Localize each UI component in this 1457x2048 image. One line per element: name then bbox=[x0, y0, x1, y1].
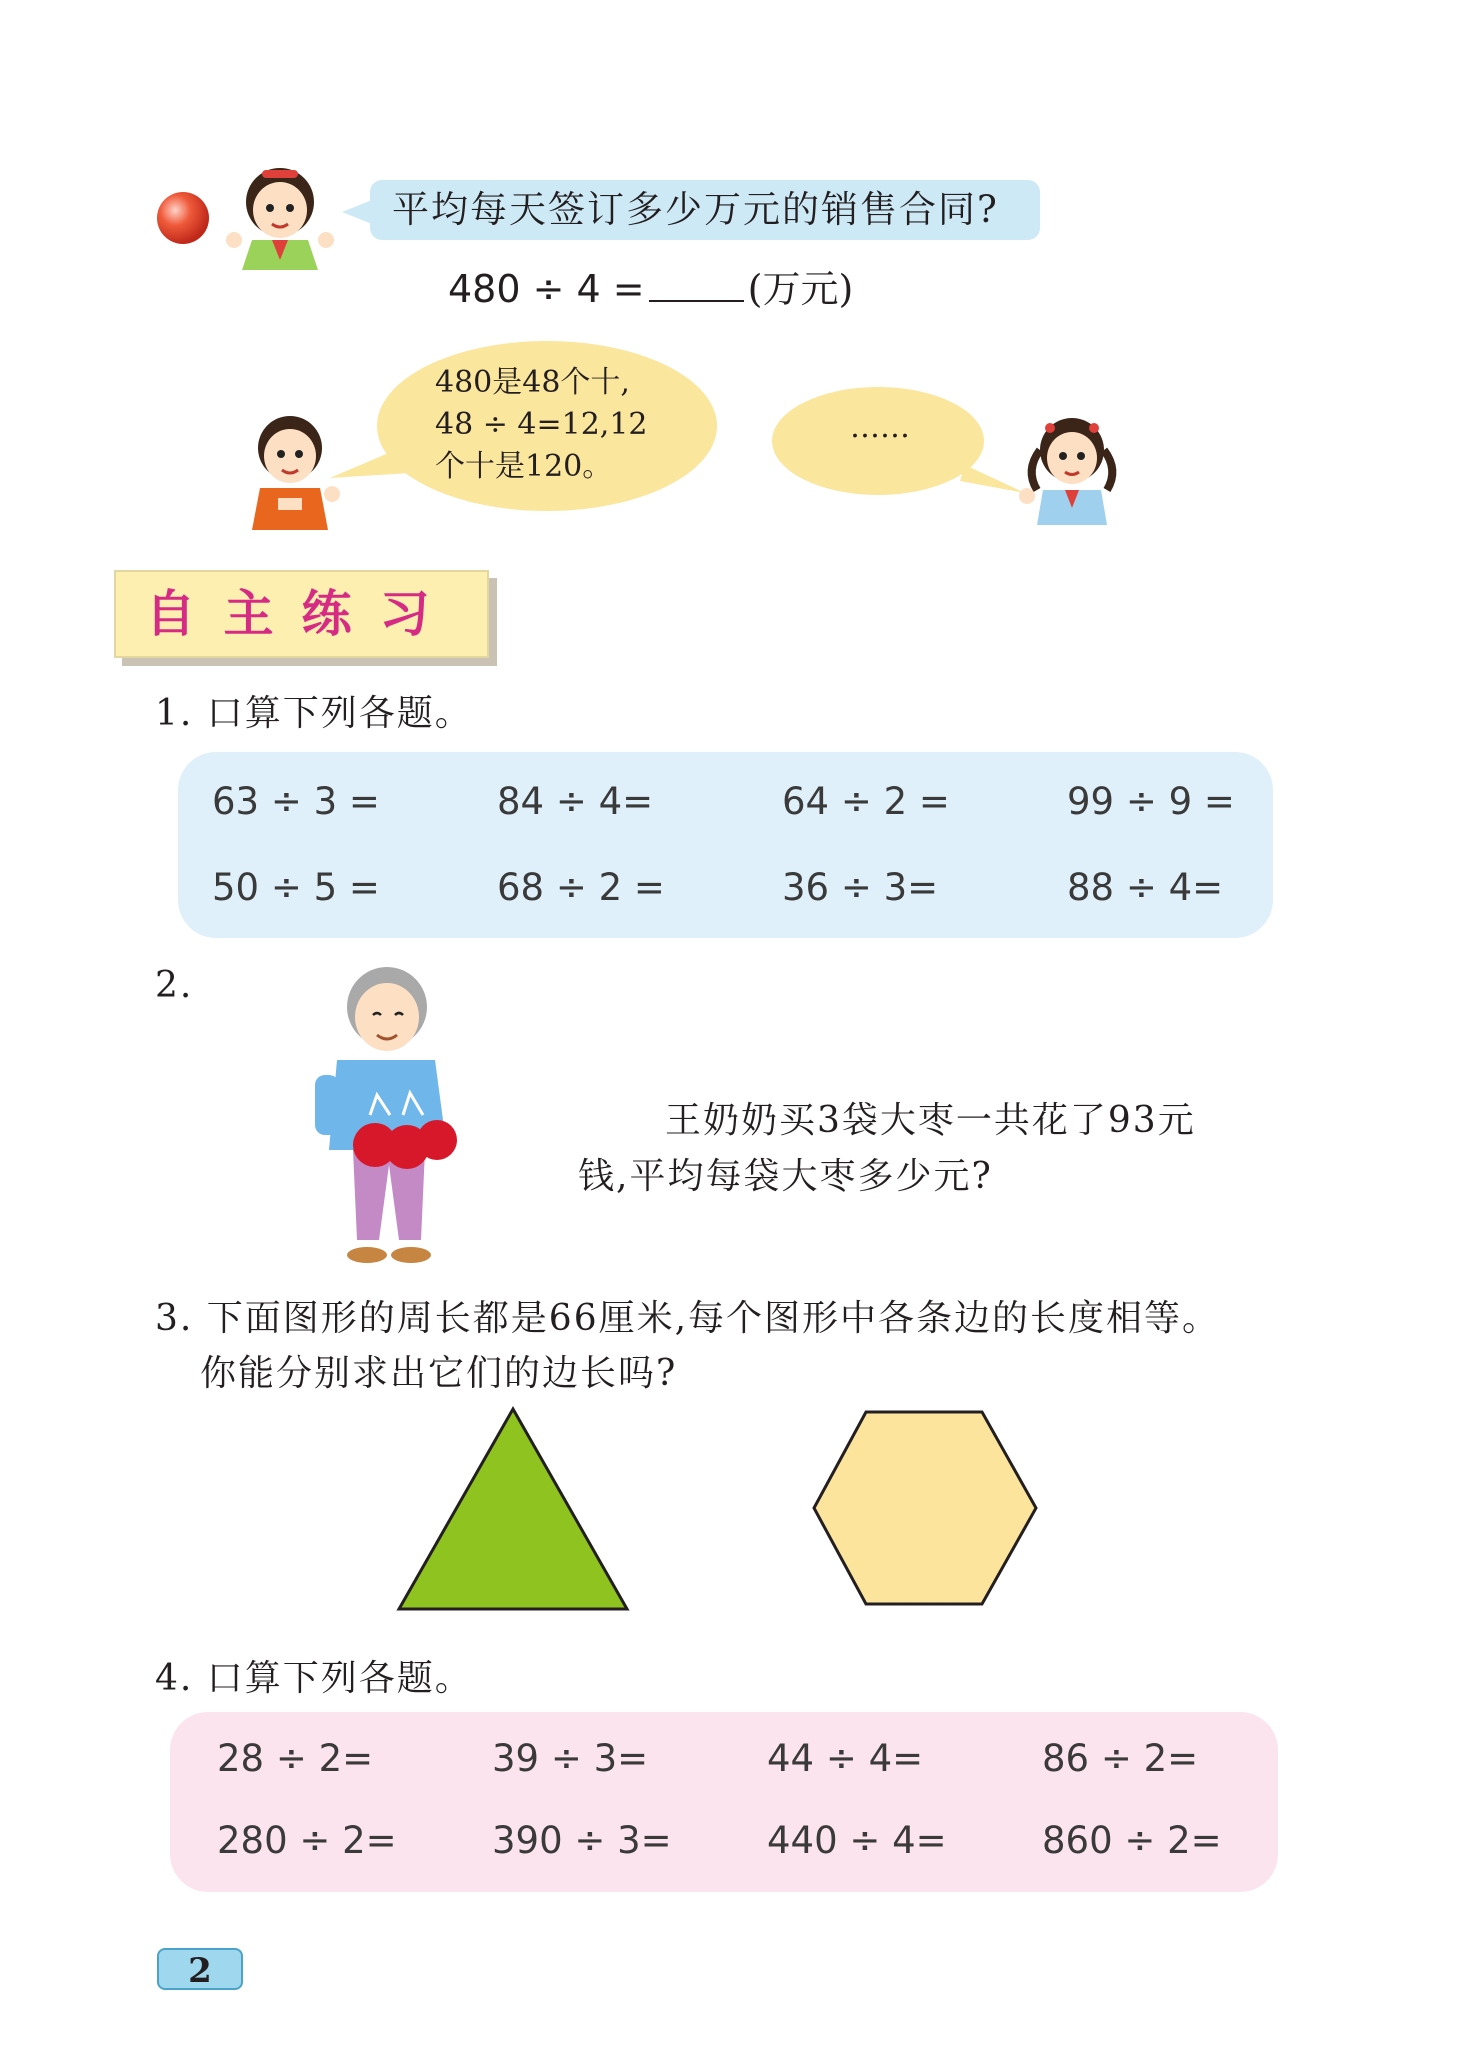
equation-text: 480 ÷ 4 = bbox=[448, 267, 645, 311]
jujube-bags bbox=[353, 1120, 457, 1169]
exercise-2-label: 2. bbox=[155, 965, 194, 1006]
exercise-3-text-line-1: 3. 下面图形的周长都是66厘米,每个图形中各条边的长度相等。 bbox=[155, 1298, 1221, 1339]
ex1-item: 84 ÷ 4= bbox=[497, 780, 654, 823]
red-ball-icon bbox=[155, 190, 211, 246]
ex1-item: 68 ÷ 2 = bbox=[497, 866, 665, 909]
exercise-1-label: 1. 口算下列各题。 bbox=[155, 693, 473, 734]
ex1-item: 50 ÷ 5 = bbox=[212, 866, 380, 909]
grandma-illustration bbox=[315, 965, 475, 1275]
ex4-item: 440 ÷ 4= bbox=[767, 1819, 947, 1862]
intro-equation bbox=[448, 258, 853, 313]
ex1-item: 36 ÷ 3= bbox=[782, 866, 939, 909]
boy-bubble-text bbox=[435, 362, 695, 488]
question-bubble-tail bbox=[342, 200, 372, 224]
section-title: 自主练习 bbox=[145, 585, 458, 643]
exercise-2-text-line-2: 钱,平均每袋大枣多少元? bbox=[578, 1156, 993, 1197]
exercise-4-label: 4. 口算下列各题。 bbox=[155, 1658, 473, 1699]
boy-bubble-line: 个十是120。 bbox=[435, 449, 613, 484]
boy-bubble-line: 48 ÷ 4=12,12 bbox=[435, 407, 648, 442]
girl-bubble bbox=[770, 385, 1030, 505]
exercise-3-text-line-2: 你能分别求出它们的边长吗? bbox=[200, 1353, 678, 1394]
equation-unit: (万元) bbox=[747, 267, 854, 311]
girl-bubble-text: …… bbox=[850, 410, 910, 445]
triangle-shape bbox=[395, 1405, 635, 1615]
ex1-item: 99 ÷ 9 = bbox=[1067, 780, 1235, 823]
question-bubble: 平均每天签订多少万元的销售合同? bbox=[370, 180, 1040, 240]
boy-bubble-line: 480是48个十, bbox=[435, 365, 630, 400]
ex4-item: 390 ÷ 3= bbox=[492, 1819, 672, 1862]
ex1-item: 64 ÷ 2 = bbox=[782, 780, 950, 823]
girl-illustration bbox=[220, 160, 340, 270]
exercise-2-text-line-1: 王奶奶买3袋大枣一共花了93元 bbox=[665, 1100, 1196, 1141]
ex4-item: 86 ÷ 2= bbox=[1042, 1737, 1199, 1780]
ex4-item: 44 ÷ 4= bbox=[767, 1737, 924, 1780]
pigtail-girl-illustration bbox=[1015, 410, 1130, 525]
page-number: 2 bbox=[157, 1948, 243, 1990]
ex1-item: 63 ÷ 3 = bbox=[212, 780, 380, 823]
ex1-item: 88 ÷ 4= bbox=[1067, 866, 1224, 909]
ex4-item: 28 ÷ 2= bbox=[217, 1737, 374, 1780]
hexagon-shape bbox=[810, 1408, 1040, 1608]
ex4-item: 39 ÷ 3= bbox=[492, 1737, 649, 1780]
boy-illustration bbox=[240, 410, 340, 530]
ex4-item: 280 ÷ 2= bbox=[217, 1819, 397, 1862]
ex4-item: 860 ÷ 2= bbox=[1042, 1819, 1222, 1862]
answer-blank bbox=[649, 266, 744, 302]
